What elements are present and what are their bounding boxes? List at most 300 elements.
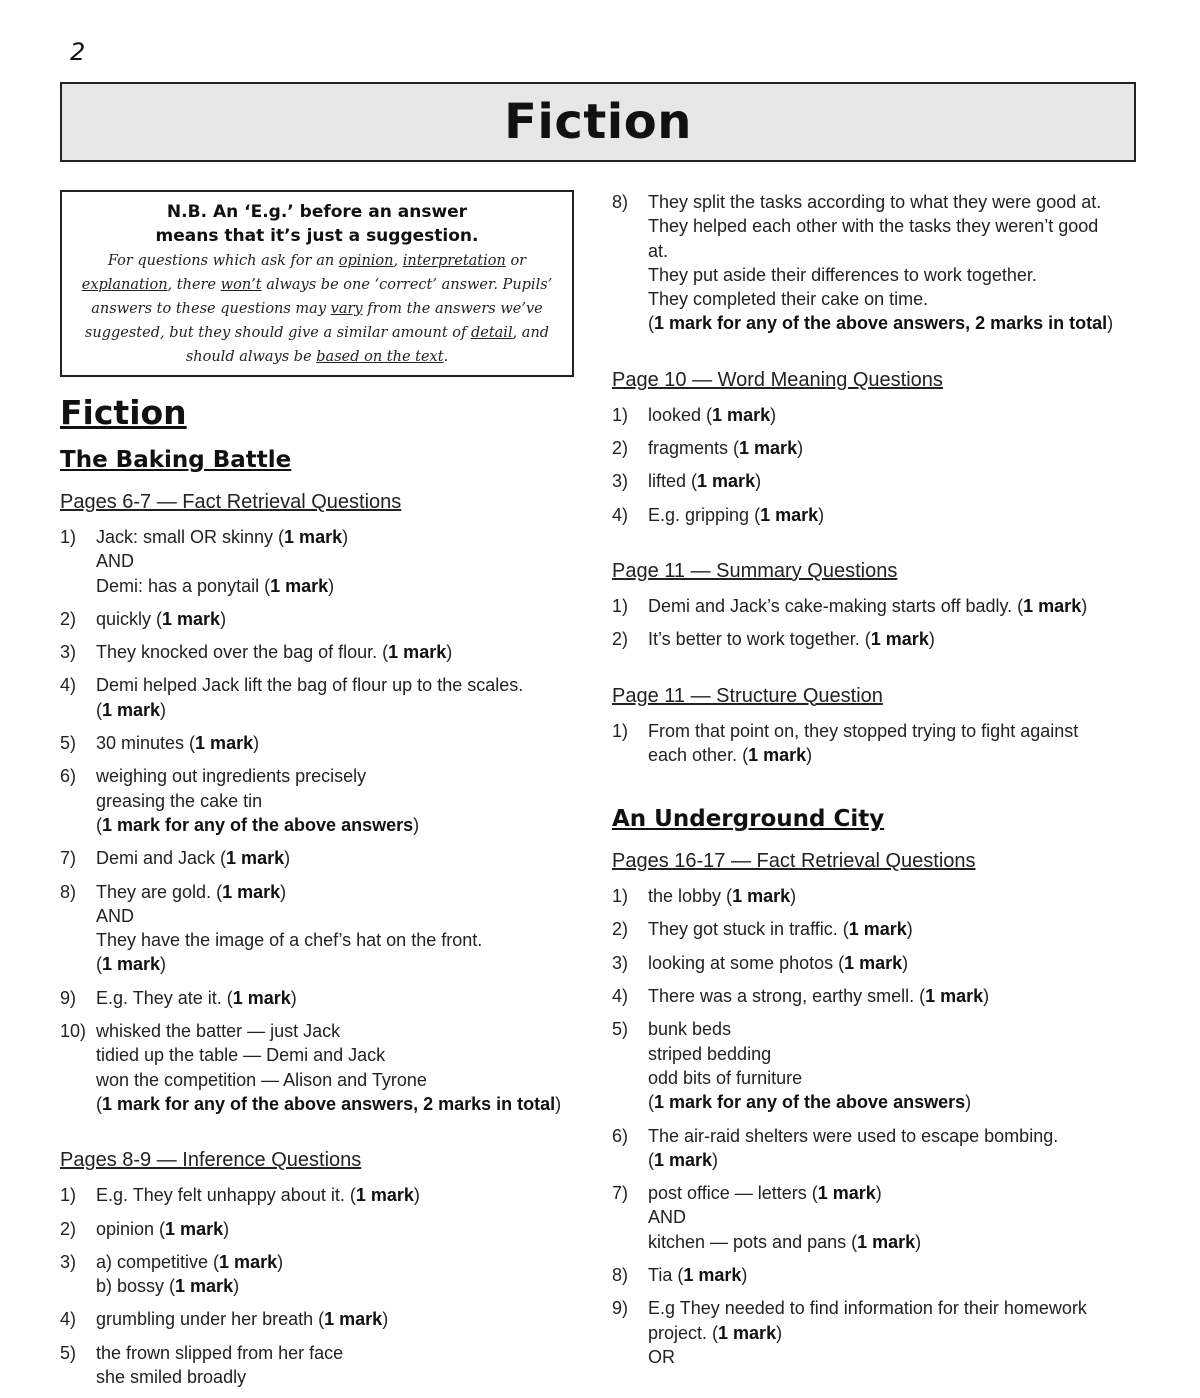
answer-body xyxy=(96,1341,580,1390)
answer-line xyxy=(648,503,1152,527)
answer-line xyxy=(96,846,580,870)
question-section-title: Pages 16-17 — Fact Retrieval Questions xyxy=(612,850,976,873)
answer-number: 1) xyxy=(60,527,77,547)
answer-body xyxy=(96,731,580,755)
answer-text: kitchen — pots and pans ( xyxy=(648,1231,858,1252)
answer-text: From that point on, they stopped trying to fight against xyxy=(648,720,1079,741)
answer-text: at. xyxy=(648,240,669,261)
answer-text: They are gold. ( xyxy=(96,881,223,902)
answer-text: ) xyxy=(160,954,167,975)
answer-number: 7) xyxy=(60,848,77,869)
answer-text: ) xyxy=(233,1276,240,1297)
answer-text: There was a strong, earthy smell. ( xyxy=(648,986,926,1007)
answer-number: 4) xyxy=(612,504,629,525)
answer-text: ) xyxy=(342,527,349,547)
answer-item xyxy=(612,1263,1152,1287)
mark-text: 1 mark xyxy=(870,629,929,650)
answer-text: greasing the cake tin xyxy=(96,790,263,811)
answer-text: ) xyxy=(382,1309,389,1330)
answer-line xyxy=(648,1205,1152,1229)
mark-text: 1 mark xyxy=(748,744,807,765)
answer-line xyxy=(96,986,580,1010)
answer-line xyxy=(648,214,1152,238)
answer-text: looked ( xyxy=(648,404,713,425)
right-top-answers xyxy=(612,190,1152,336)
answer-body xyxy=(96,1307,580,1331)
answer-line xyxy=(96,1183,580,1207)
answer-text: ) xyxy=(220,608,227,629)
answer-number: 2) xyxy=(60,1218,77,1239)
mark-text: 1 mark xyxy=(732,886,791,907)
answer-text: ) xyxy=(413,1185,420,1206)
answer-text: Tia ( xyxy=(648,1265,684,1286)
answer-number: 6) xyxy=(612,1125,629,1146)
answer-item xyxy=(612,1296,1152,1369)
left-sections xyxy=(60,489,580,1389)
answer-text: It’s better to work together. ( xyxy=(648,629,871,650)
answer-text: the lobby ( xyxy=(648,886,733,907)
answer-item xyxy=(60,880,580,977)
answer-text: AND xyxy=(648,1207,687,1228)
answer-number: 1) xyxy=(60,1185,77,1206)
answer-text: weighing out ingredients precisely xyxy=(96,766,367,787)
answer-number: 8) xyxy=(612,192,629,212)
mark-text: 1 mark xyxy=(175,1276,234,1297)
right-story-sections xyxy=(612,848,1152,1369)
answer-line xyxy=(648,1345,1152,1369)
answer-list xyxy=(612,190,1152,336)
answer-text: won the competition — Alison and Tyrone xyxy=(96,1069,427,1090)
answer-body xyxy=(648,1181,1152,1254)
answer-line xyxy=(96,607,580,631)
answer-text: ) xyxy=(915,1231,922,1252)
answer-body xyxy=(648,1263,1152,1287)
answer-text: They have the image of a chef’s hat on the front. xyxy=(96,930,483,951)
answer-text: fragments ( xyxy=(648,438,740,459)
answer-body xyxy=(96,525,580,598)
answer-text: ) xyxy=(160,699,167,720)
answer-body xyxy=(96,1217,580,1241)
answer-text: They put aside their differences to work together. xyxy=(648,264,1037,285)
answer-body xyxy=(96,673,580,722)
answer-item xyxy=(60,986,580,1010)
story-title: The Baking Battle xyxy=(60,447,292,473)
answer-body xyxy=(648,503,1152,527)
answer-line xyxy=(648,1263,1152,1287)
answer-line xyxy=(648,1230,1152,1254)
answer-text: ) xyxy=(284,848,291,869)
answer-text: ) xyxy=(797,438,804,459)
spacer xyxy=(612,536,1152,558)
answer-line xyxy=(648,627,1152,651)
answer-body xyxy=(96,1183,580,1207)
answer-text: ) xyxy=(818,504,825,525)
answer-text: E.g They needed to find information for their homework xyxy=(648,1298,1087,1319)
answer-text: striped bedding xyxy=(648,1043,772,1064)
underlined-term: interpretation xyxy=(402,253,506,269)
answer-text: ) xyxy=(741,1265,748,1286)
note-body xyxy=(68,249,566,369)
answer-item xyxy=(60,1019,580,1116)
answer-text: looking at some photos ( xyxy=(648,952,845,973)
mark-text: 1 mark xyxy=(718,1322,777,1343)
answer-body xyxy=(96,764,580,837)
answer-line xyxy=(96,673,580,697)
spacer xyxy=(60,1125,580,1147)
mark-text: 1 mark xyxy=(102,954,161,975)
answer-line xyxy=(648,884,1152,908)
answer-number: 5) xyxy=(60,733,77,754)
answer-text: , xyxy=(393,253,403,269)
answer-line xyxy=(648,1124,1152,1148)
answer-text: ( xyxy=(96,1093,102,1114)
answer-line xyxy=(648,594,1152,618)
answer-number: 10) xyxy=(60,1021,87,1042)
answer-line xyxy=(96,698,580,722)
mark-text: 1 mark xyxy=(195,733,254,754)
answer-line xyxy=(96,789,580,813)
answer-text: They split the tasks according to what they were good at. xyxy=(648,192,1102,212)
page-title: Fiction xyxy=(504,94,692,150)
answer-line xyxy=(648,1017,1152,1041)
answer-line xyxy=(648,1148,1152,1172)
answer-text: ( xyxy=(96,954,102,975)
answer-text: 30 minutes ( xyxy=(96,733,196,754)
answer-text: ) xyxy=(223,1218,230,1239)
answer-text: Demi and Jack’s cake-making starts off badly. ( xyxy=(648,595,1024,616)
answer-text: ( xyxy=(648,1092,654,1113)
answer-line xyxy=(648,719,1152,743)
answer-line xyxy=(648,287,1152,311)
answer-text: , there xyxy=(167,277,221,293)
underlined-term: detail xyxy=(470,325,513,341)
mark-text: 1 mark xyxy=(355,1185,414,1206)
answer-text: tidied up the table — Demi and Jack xyxy=(96,1045,386,1066)
answer-item xyxy=(60,607,580,631)
answer-line xyxy=(648,311,1152,335)
answer-text: . xyxy=(443,349,449,365)
answer-text: ) xyxy=(277,1251,284,1272)
answer-line xyxy=(648,263,1152,287)
answer-text: ) xyxy=(965,1092,972,1113)
mark-text: 1 mark for any of the above answers, 2 marks in total xyxy=(102,1093,556,1114)
mark-text: 1 mark xyxy=(222,881,281,902)
page-number: 2 xyxy=(70,38,86,66)
answer-text: each other. ( xyxy=(648,744,749,765)
answer-text: For questions which ask for an xyxy=(107,253,339,269)
mark-text: 1 mark xyxy=(844,952,903,973)
answer-text: ) xyxy=(280,881,287,902)
underlined-term: won’t xyxy=(220,277,262,293)
answer-line xyxy=(648,436,1152,460)
answer-line xyxy=(648,743,1152,767)
answer-item xyxy=(60,1307,580,1331)
answer-list xyxy=(60,1183,580,1389)
answer-text: ) xyxy=(328,575,335,596)
answer-text: Demi helped Jack lift the bag of flour up to the scales. xyxy=(96,675,524,696)
note-box xyxy=(60,190,574,377)
answer-list xyxy=(612,884,1152,1369)
underlined-term: vary xyxy=(330,301,363,317)
answer-item xyxy=(60,731,580,755)
answer-number: 8) xyxy=(60,881,77,902)
answer-text: They completed their cake on time. xyxy=(648,289,929,310)
note-heading-line2: means that it’s just a suggestion. xyxy=(155,226,479,246)
answer-item xyxy=(612,1181,1152,1254)
question-section-title: Page 10 — Word Meaning Questions xyxy=(612,368,943,391)
answer-line xyxy=(96,1250,580,1274)
answer-item xyxy=(612,503,1152,527)
answer-line xyxy=(96,1092,580,1116)
question-section-title: Page 11 — Structure Question xyxy=(612,684,883,707)
answer-number: 1) xyxy=(612,595,629,616)
answer-item xyxy=(612,594,1152,618)
answer-list xyxy=(612,719,1152,768)
answer-text: E.g. They felt unhappy about it. ( xyxy=(96,1185,356,1206)
answer-line xyxy=(648,469,1152,493)
mark-text: 1 mark xyxy=(654,1149,713,1170)
answer-body xyxy=(648,951,1152,975)
answer-text: a) competitive ( xyxy=(96,1251,220,1272)
answer-text: odd bits of furniture xyxy=(648,1067,803,1088)
answer-text: ) xyxy=(770,404,777,425)
answer-number: 3) xyxy=(60,1251,77,1272)
answer-line xyxy=(96,1217,580,1241)
answer-body xyxy=(648,1124,1152,1173)
underlined-term: opinion xyxy=(338,253,394,269)
answer-number: 1) xyxy=(612,404,629,425)
answer-text: E.g. gripping ( xyxy=(648,504,761,525)
answer-number: 2) xyxy=(612,438,629,459)
answer-item xyxy=(60,640,580,664)
answer-body xyxy=(648,1296,1152,1369)
answer-text: ) xyxy=(413,814,420,835)
answer-item xyxy=(612,469,1152,493)
mark-text: 1 mark for any of the above answers xyxy=(102,814,414,835)
question-section-title: Pages 6-7 — Fact Retrieval Questions xyxy=(60,491,402,513)
answer-line xyxy=(96,731,580,755)
answer-line xyxy=(96,640,580,664)
answer-line xyxy=(96,1043,580,1067)
underlined-term: explanation xyxy=(81,277,168,293)
answer-text: ) xyxy=(446,642,453,663)
answer-item xyxy=(612,917,1152,941)
mark-text: 1 mark xyxy=(165,1218,224,1239)
answer-item xyxy=(60,764,580,837)
answer-text: quickly ( xyxy=(96,608,163,629)
answer-text: ) xyxy=(875,1183,882,1204)
answer-text: ) xyxy=(555,1093,562,1114)
answer-number: 2) xyxy=(612,629,629,650)
answer-body xyxy=(648,594,1152,618)
answer-item xyxy=(60,1250,580,1299)
answer-number: 7) xyxy=(612,1183,629,1204)
answer-text: ) xyxy=(290,987,297,1008)
answer-number: 4) xyxy=(60,675,77,696)
answer-item xyxy=(612,884,1152,908)
answer-text: The air-raid shelters were used to escape bombing. xyxy=(648,1125,1059,1146)
answer-text: lifted ( xyxy=(648,471,698,492)
answer-body xyxy=(648,984,1152,1008)
mark-text: 1 mark xyxy=(232,987,291,1008)
mark-text: 1 mark xyxy=(162,608,221,629)
answer-item xyxy=(612,190,1152,336)
answer-item xyxy=(612,1124,1152,1173)
answer-text: ( xyxy=(648,313,654,334)
answer-number: 3) xyxy=(60,642,77,663)
answer-line xyxy=(96,574,580,598)
answer-item xyxy=(612,984,1152,1008)
answer-line xyxy=(96,952,580,976)
answer-text: E.g. They ate it. ( xyxy=(96,987,233,1008)
right-sections xyxy=(612,367,1152,798)
answer-body xyxy=(648,190,1152,336)
answer-text: post office — letters ( xyxy=(648,1183,818,1204)
answer-body xyxy=(96,607,580,631)
answer-body xyxy=(648,436,1152,460)
answer-number: 4) xyxy=(612,986,629,1007)
answer-line xyxy=(648,917,1152,941)
mark-text: 1 mark xyxy=(760,504,819,525)
answer-line xyxy=(96,813,580,837)
answer-item xyxy=(612,951,1152,975)
mark-text: 1 mark for any of the above answers, 2 marks in total xyxy=(654,313,1108,334)
answer-text: ) xyxy=(790,886,797,907)
answer-body xyxy=(648,627,1152,651)
answer-item xyxy=(60,846,580,870)
answer-number: 5) xyxy=(60,1342,77,1363)
right-column xyxy=(612,190,1152,1378)
answer-text: she smiled broadly xyxy=(96,1367,247,1388)
answer-number: 9) xyxy=(612,1298,629,1319)
answer-text: AND xyxy=(96,905,135,926)
answer-text: ) xyxy=(906,919,913,940)
spacer xyxy=(612,661,1152,683)
answer-line xyxy=(648,1181,1152,1205)
mark-text: 1 mark xyxy=(817,1183,876,1204)
answer-number: 2) xyxy=(612,919,629,940)
answer-text: b) bossy ( xyxy=(96,1276,176,1297)
story-title: An Underground City xyxy=(612,806,885,833)
answer-line xyxy=(648,190,1152,214)
note-heading-line1: N.B. An ‘E.g.’ before an answer xyxy=(166,202,468,222)
answer-text: They knocked over the bag of flour. ( xyxy=(96,642,389,663)
mark-text: 1 mark xyxy=(388,642,447,663)
answer-item xyxy=(60,1217,580,1241)
answer-line xyxy=(648,1066,1152,1090)
answer-number: 3) xyxy=(612,471,629,492)
answer-number: 2) xyxy=(60,608,77,629)
left-column xyxy=(60,190,580,1398)
answer-body xyxy=(648,884,1152,908)
mark-text: 1 mark xyxy=(857,1231,916,1252)
mark-text: 1 mark xyxy=(925,986,984,1007)
answer-line xyxy=(96,904,580,928)
answer-line xyxy=(96,1307,580,1331)
mark-text: 1 mark xyxy=(219,1251,278,1272)
answer-item xyxy=(612,403,1152,427)
answer-text: They helped each other with the tasks they weren’t good xyxy=(648,216,1099,237)
answer-line xyxy=(96,928,580,952)
section-heading: Fiction xyxy=(60,393,187,432)
answer-text: ) xyxy=(1107,313,1114,334)
mark-text: 1 mark xyxy=(683,1265,742,1286)
answer-text: AND xyxy=(96,551,135,572)
answer-text: ( xyxy=(96,814,102,835)
underlined-term: based on the text xyxy=(316,349,444,365)
answer-text: OR xyxy=(648,1346,675,1367)
answer-item xyxy=(60,673,580,722)
answer-number: 8) xyxy=(612,1265,629,1286)
answer-text: project. ( xyxy=(648,1322,719,1343)
mark-text: 1 mark xyxy=(1023,595,1082,616)
answer-body xyxy=(648,403,1152,427)
answer-text: or xyxy=(505,253,527,269)
answer-line xyxy=(96,1365,580,1389)
answer-number: 5) xyxy=(612,1019,629,1040)
answer-text: the frown slipped from her face xyxy=(96,1342,344,1363)
answer-line xyxy=(96,1019,580,1043)
answer-body xyxy=(648,1017,1152,1114)
answer-item xyxy=(612,1017,1152,1114)
answer-body xyxy=(96,846,580,870)
mark-text: 1 mark xyxy=(848,919,907,940)
mark-text: 1 mark xyxy=(739,438,798,459)
mark-text: 1 mark xyxy=(102,699,161,720)
answer-line xyxy=(96,549,580,573)
answer-line xyxy=(96,1274,580,1298)
answer-body xyxy=(96,640,580,664)
answer-line xyxy=(648,403,1152,427)
answer-text: bunk beds xyxy=(648,1019,732,1040)
answer-text: ) xyxy=(755,471,762,492)
answer-text: ( xyxy=(96,699,102,720)
answer-text: ) xyxy=(902,952,909,973)
answer-line xyxy=(648,984,1152,1008)
answer-body xyxy=(648,469,1152,493)
answer-list xyxy=(612,594,1152,652)
answer-item xyxy=(612,719,1152,768)
answer-list xyxy=(60,525,580,1116)
answer-text: Demi: has a ponytail ( xyxy=(96,575,271,596)
answer-text: ) xyxy=(983,986,990,1007)
answer-body xyxy=(96,880,580,977)
spacer xyxy=(612,776,1152,798)
question-section-title: Pages 8-9 — Inference Questions xyxy=(60,1149,362,1172)
answer-text: opinion ( xyxy=(96,1218,166,1239)
answer-line xyxy=(648,1296,1152,1320)
answer-body xyxy=(648,719,1152,768)
answer-text: Demi and Jack ( xyxy=(96,848,227,869)
answer-body xyxy=(96,1019,580,1116)
answer-line xyxy=(648,951,1152,975)
answer-text: , and should always be xyxy=(185,325,550,365)
answer-text: from the answers we’ve suggested, but they should give a similar amount of xyxy=(84,301,543,341)
answer-item xyxy=(612,627,1152,651)
answer-number: 3) xyxy=(612,952,629,973)
answer-body xyxy=(648,917,1152,941)
mark-text: 1 mark xyxy=(226,848,285,869)
answer-text: always be one ‘correct’ answer. Pupils’ answers to these questions may xyxy=(91,277,553,317)
answer-line xyxy=(96,764,580,788)
mark-text: 1 mark xyxy=(324,1309,383,1330)
answer-line xyxy=(648,1090,1152,1114)
answer-line xyxy=(96,1341,580,1365)
answer-text: whisked the batter — just Jack xyxy=(96,1021,341,1042)
question-section-title: Page 11 — Summary Questions xyxy=(612,559,898,582)
answer-list xyxy=(612,403,1152,527)
mark-text: 1 mark for any of the above answers xyxy=(654,1092,966,1113)
